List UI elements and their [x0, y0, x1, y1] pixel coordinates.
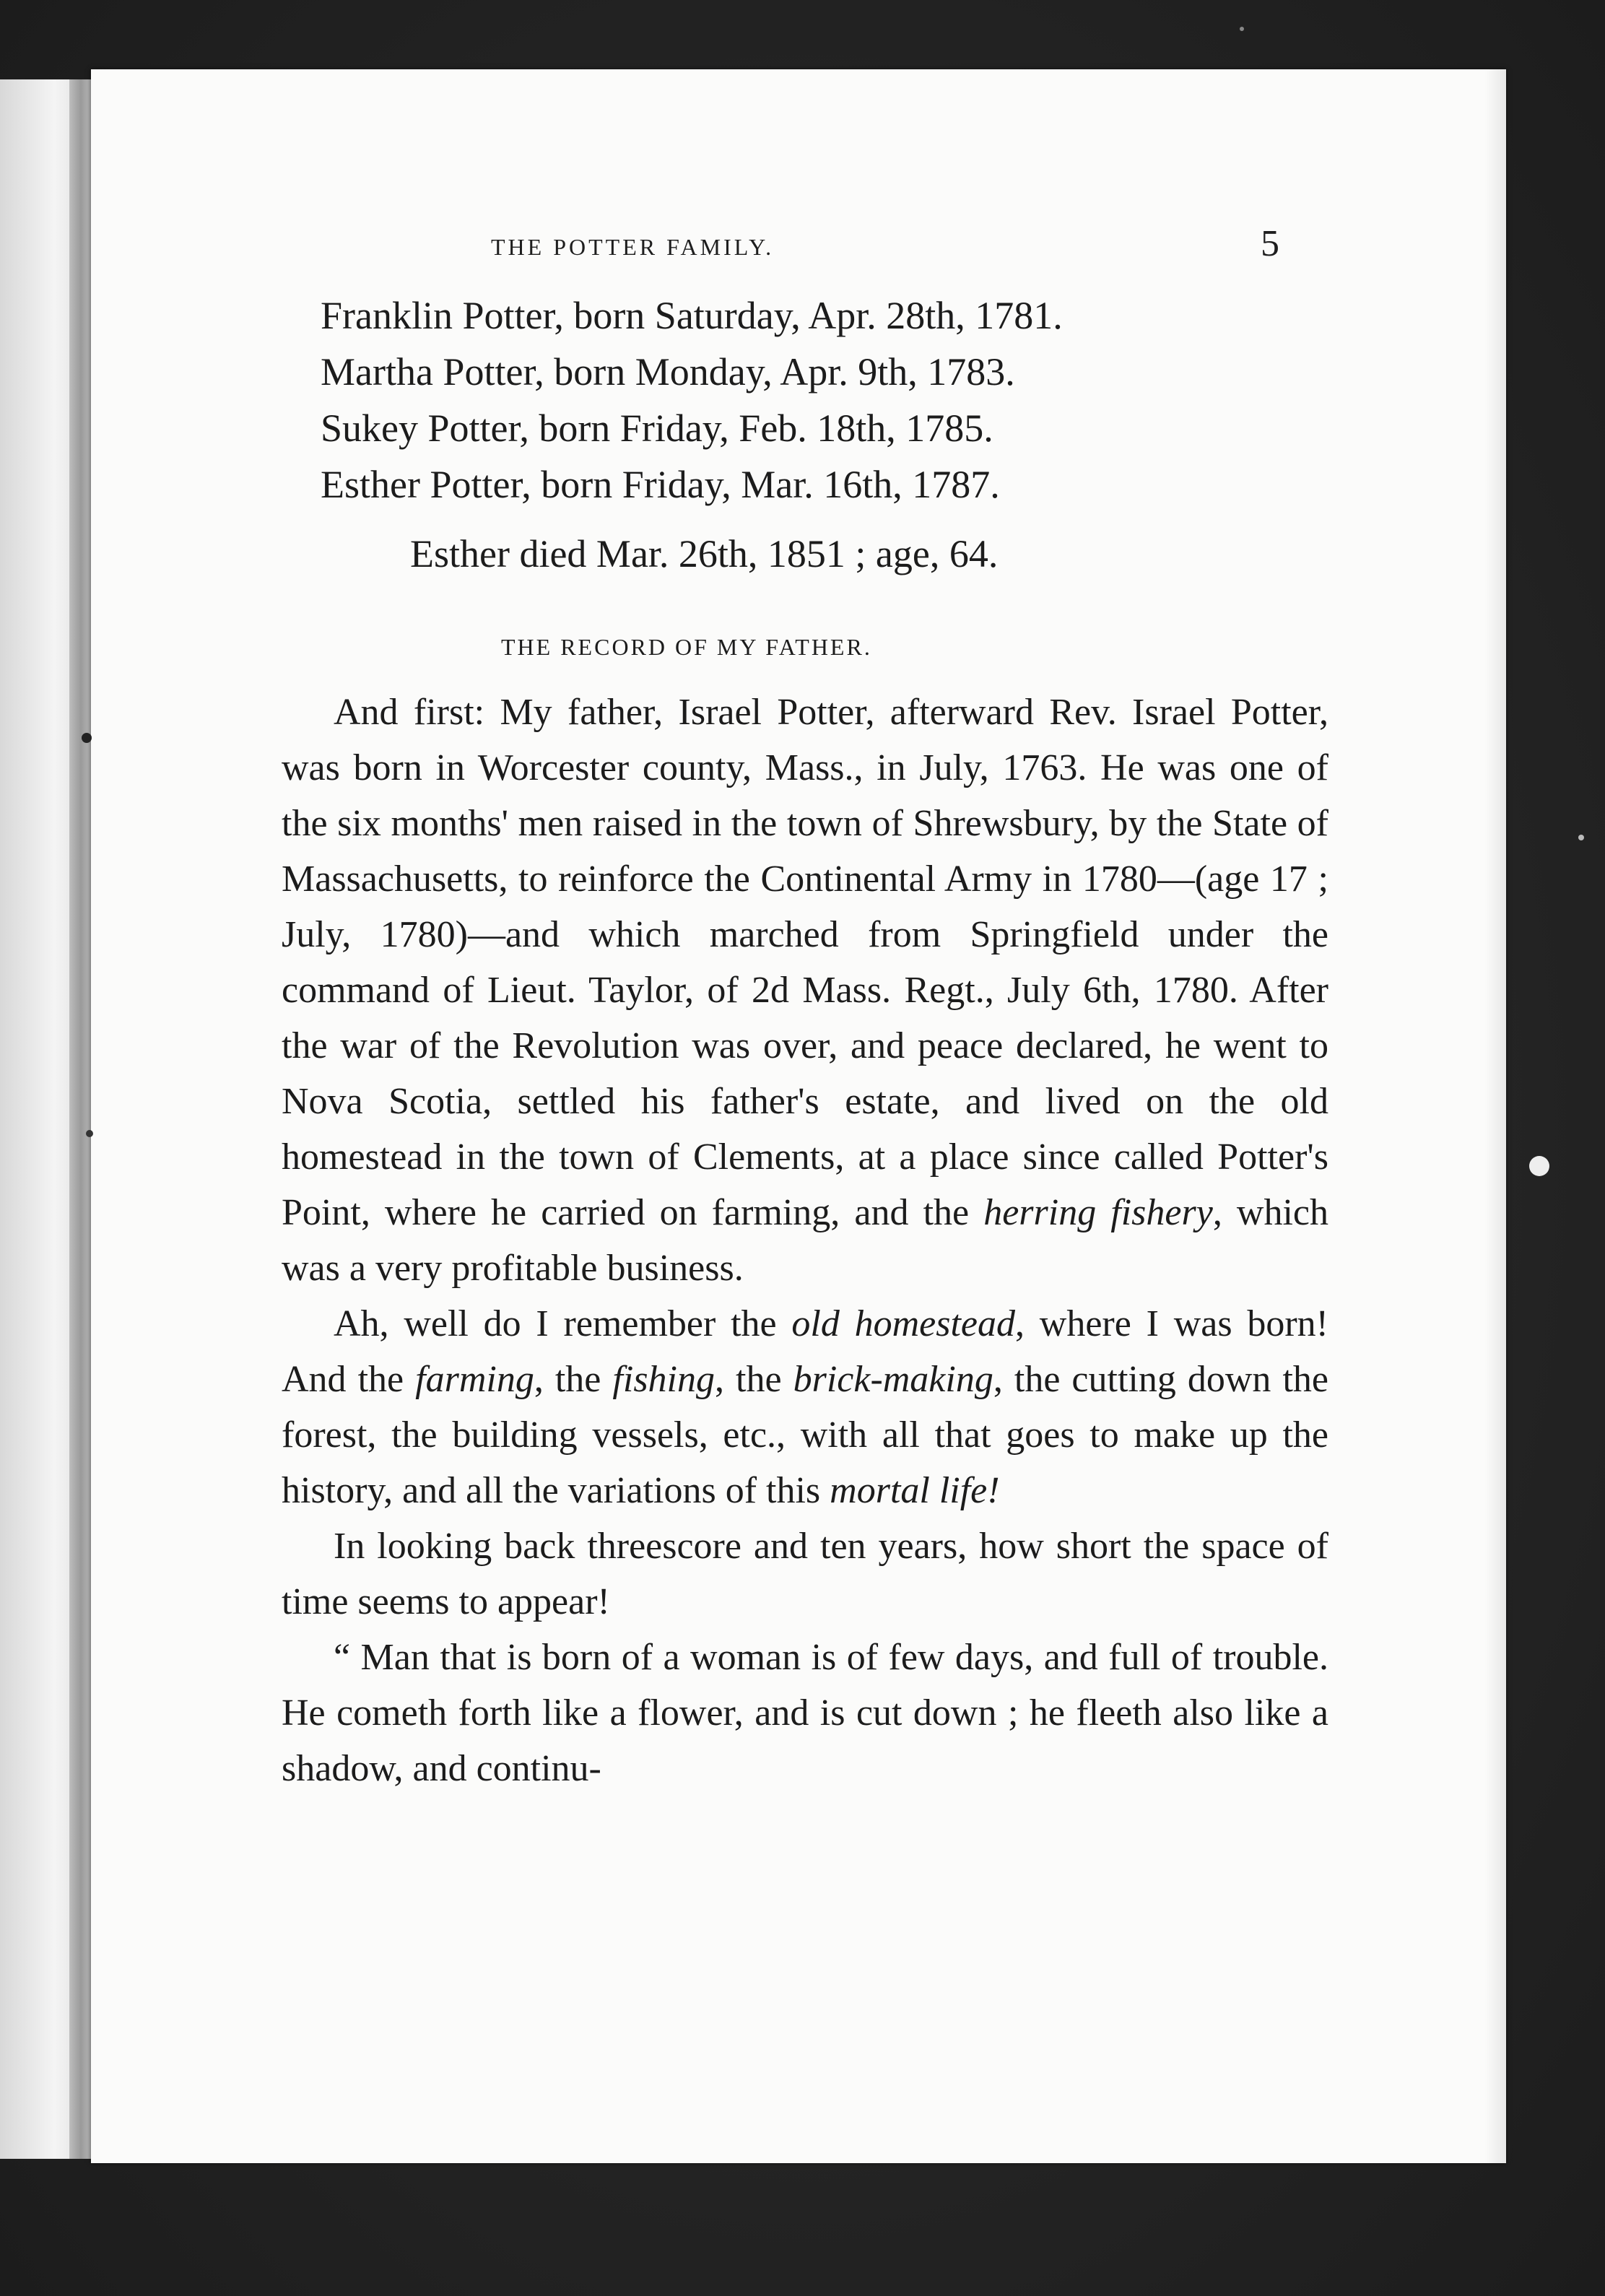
- section-heading: THE RECORD OF MY FATHER.: [501, 634, 872, 660]
- italic-phrase: herring fishery: [983, 1192, 1213, 1233]
- page-number: 5: [1261, 223, 1279, 264]
- text-run: , the cutting down the forest, the building vessels, etc., with all that goes to make up the history, and all the variations of this: [282, 1359, 1328, 1511]
- italic-phrase: mortal life!: [830, 1470, 1000, 1511]
- page-edge-shadow: [1484, 69, 1506, 2163]
- italic-phrase: old homestead: [791, 1303, 1016, 1344]
- text-run: “ Man that is born of a woman is of few days, and full of trouble. He cometh forth like a flower, and is cut down ; he fleeth also like a shadow, and continu-: [282, 1637, 1328, 1789]
- paragraph: [282, 1296, 1328, 1518]
- text-run: , which was a very profitable business.: [282, 1192, 1328, 1289]
- page-text: [282, 296, 1328, 1796]
- facing-page-edge: [0, 79, 78, 2159]
- birth-entry: Esther Potter, born Friday, Mar. 16th, 1787.: [321, 463, 1000, 506]
- text-run: And first: My father, Israel Potter, afterward Rev. Israel Potter, was born in Worcester county, Mass., in July, 1763. He was one of the six months' men raised in the town of Shrewsbury, by the State of Massachusetts, to reinforce the Continental Army in 1780—(age 17 ; July, 1780)—and which marched from Springfield under the command of Lieut. Taylor, of 2d Mass. Regt., July 6th, 1780. After the war of the Revolution was over, and peace declared, he went to Nova Scotia, settled his father's estate, and lived on the old homestead in the town of Clements, at a place since called Potter's Point, where he carried on farming, and the: [282, 692, 1328, 1233]
- text-run: , where I was born! And the: [282, 1303, 1328, 1400]
- italic-phrase: brick-making: [793, 1359, 993, 1400]
- text-run: Ah, well do I remember the: [334, 1303, 792, 1344]
- birth-entry: Sukey Potter, born Friday, Feb. 18th, 1785.: [321, 406, 993, 450]
- text-run: In looking back threescore and ten years, how short the space of time seems to appear!: [282, 1526, 1328, 1622]
- italic-phrase: fishing: [612, 1359, 715, 1400]
- birth-entry: Martha Potter, born Monday, Apr. 9th, 1783.: [321, 350, 1015, 393]
- paragraph: [282, 1630, 1328, 1796]
- paragraph: [282, 684, 1328, 1296]
- death-note: Esther died Mar. 26th, 1851 ; age, 64.: [410, 532, 999, 575]
- text-run: , the: [715, 1359, 793, 1400]
- paragraph: [282, 1518, 1328, 1630]
- page-header: [491, 153, 1357, 264]
- italic-phrase: farming: [415, 1359, 534, 1400]
- running-head: THE POTTER FAMILY.: [491, 234, 775, 260]
- birth-entry: Franklin Potter, born Saturday, Apr. 28th, 1781.: [321, 294, 1063, 337]
- text-run: , the: [534, 1359, 613, 1400]
